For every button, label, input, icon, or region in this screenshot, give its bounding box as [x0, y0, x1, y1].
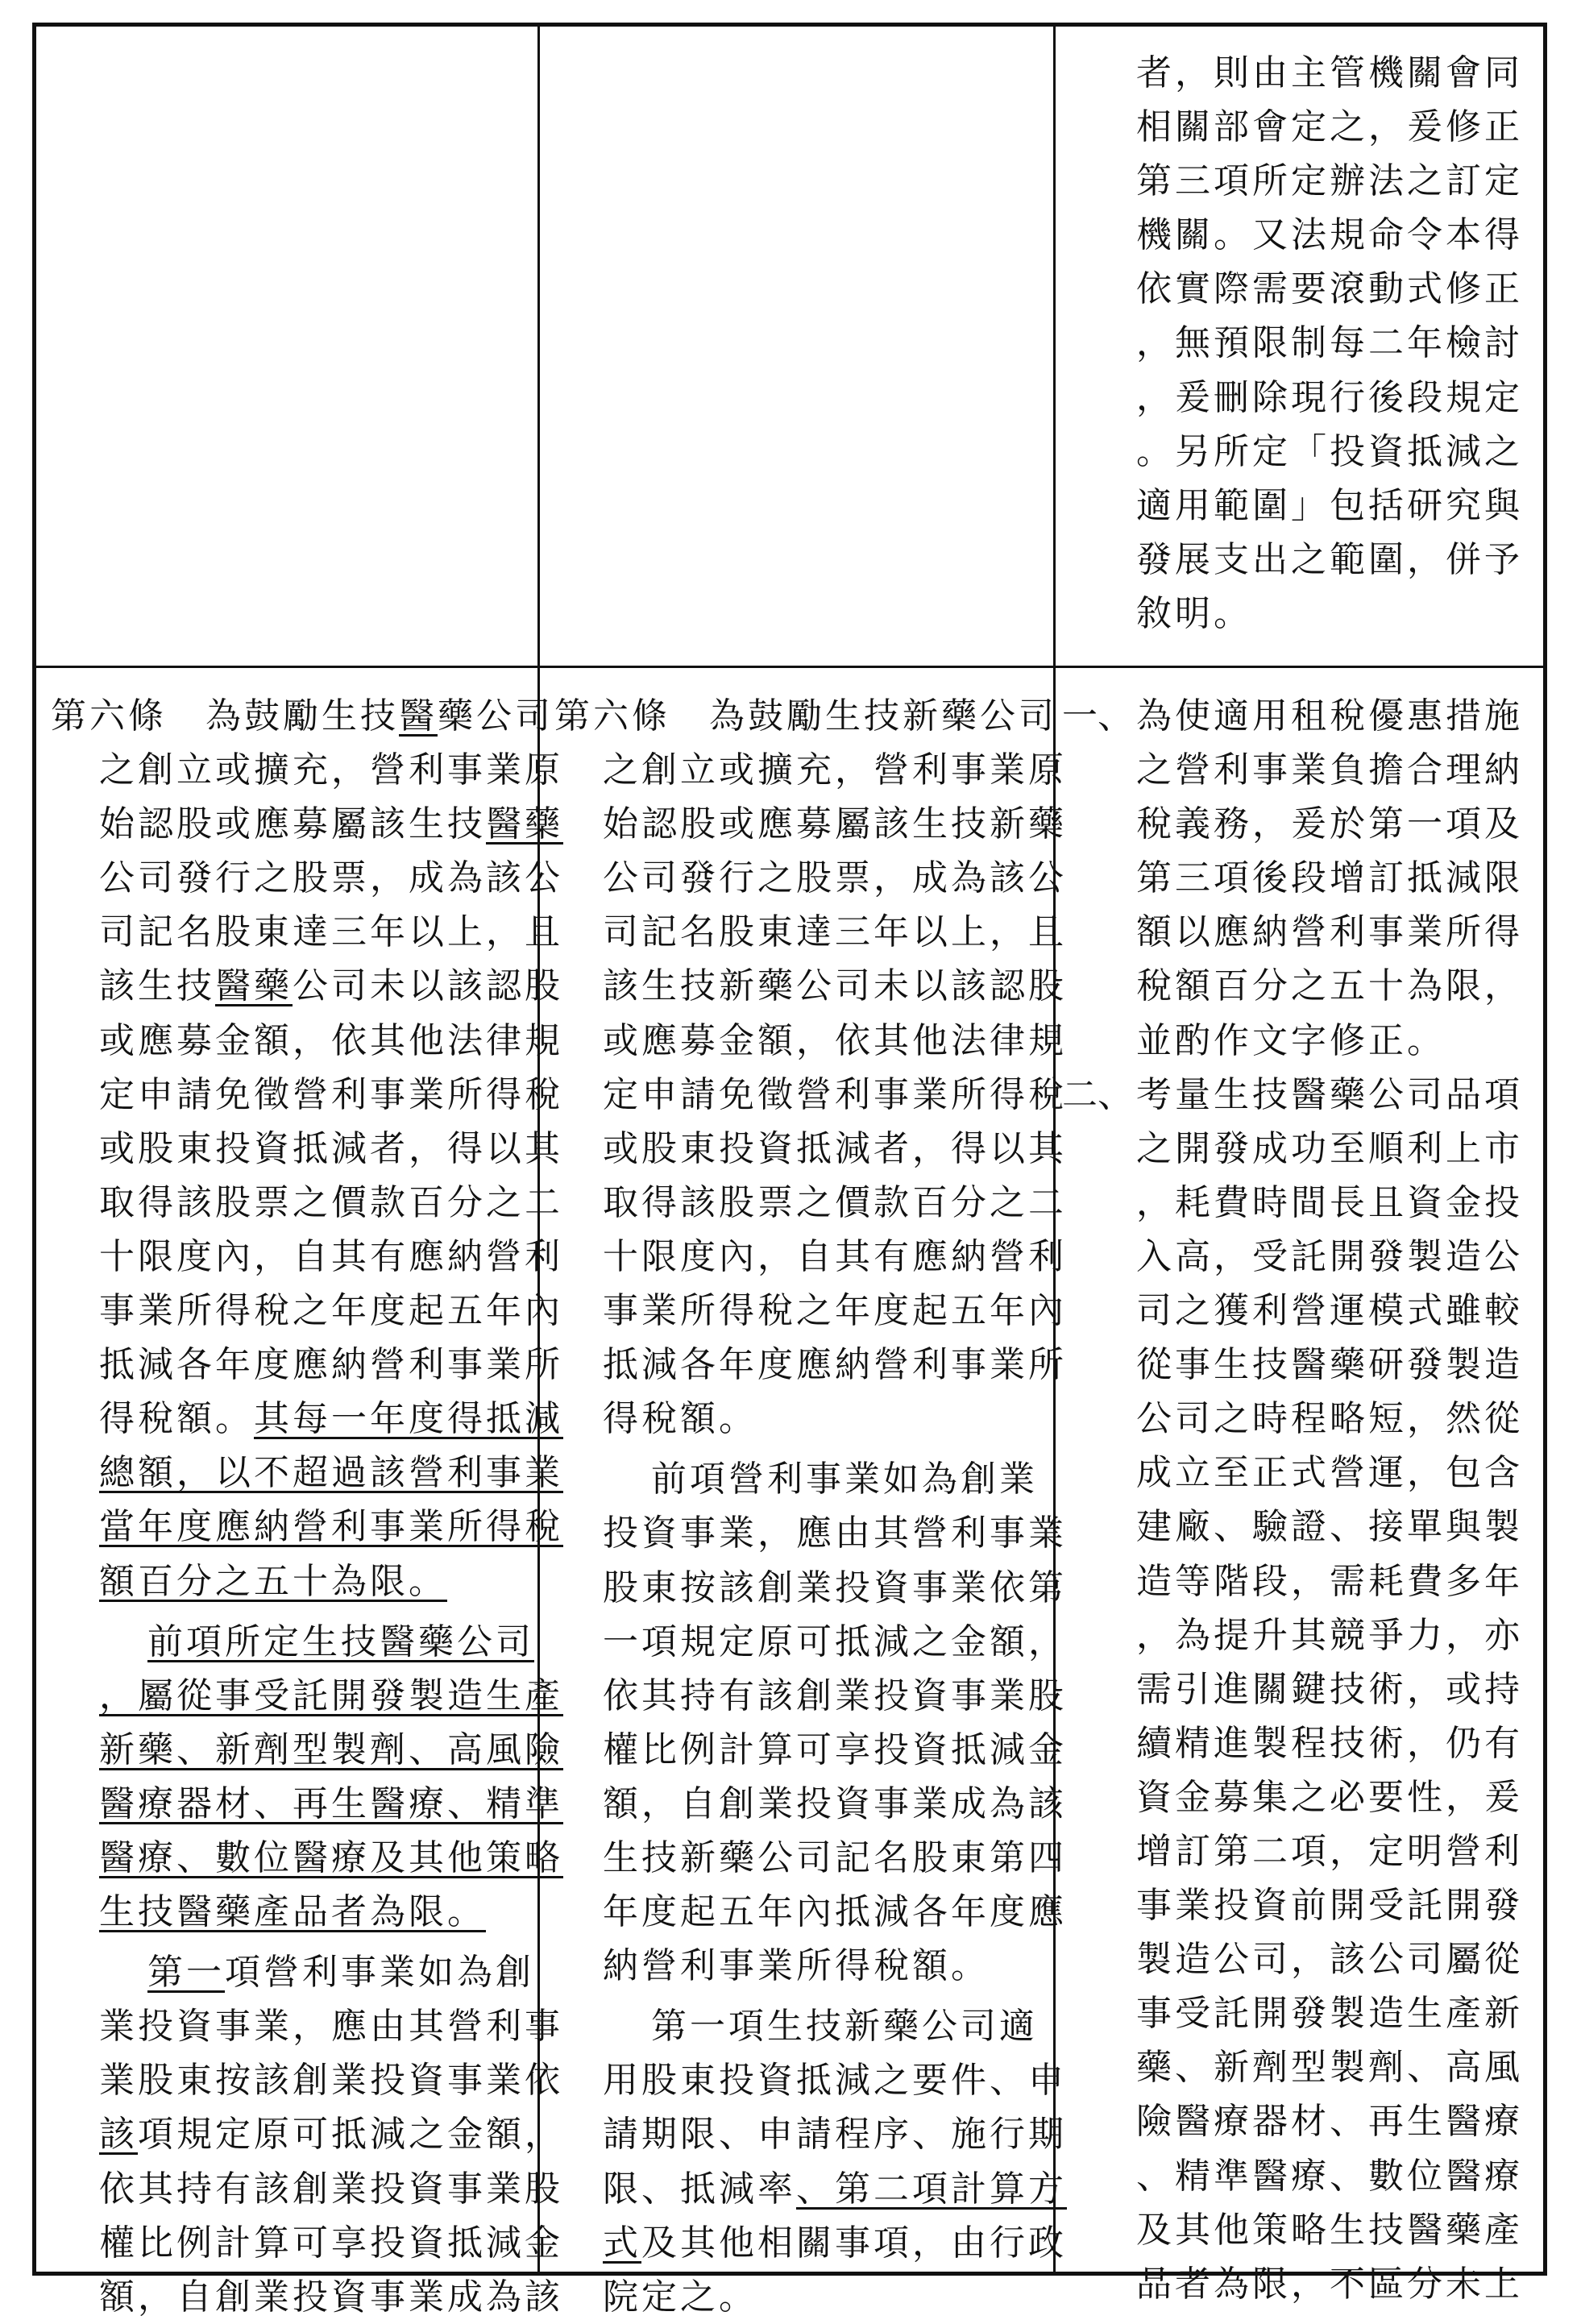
explanation-line: 公司之時程略短，然從 — [1136, 1398, 1523, 1440]
current-article-paragraph-3 — [554, 1999, 1067, 2324]
amended-line: 事業所得稅之年度起五年內 — [99, 1290, 563, 1332]
current-line: 抵減各年度應納營利事業所 — [603, 1344, 1067, 1386]
amended-line — [147, 1945, 534, 1999]
explanation-line: 稅義務，爰於第一項及 — [1136, 803, 1523, 845]
text-segment: 該 — [99, 2114, 138, 2156]
amended-line: 生技醫藥產品者為限。 — [99, 1891, 486, 1933]
explanation-line: 事業投資前開受託開發 — [1136, 1885, 1523, 1927]
amended-line: 公司發行之股票，成為該公 — [99, 857, 563, 899]
current-line — [603, 2162, 1067, 2216]
explanation-line: 品者為限，不區分未上 — [1136, 2263, 1523, 2305]
current-article-paragraph-1 — [554, 689, 1067, 1446]
current-line: 始認股或應募屬該生技新藥 — [603, 803, 1067, 845]
explanation-line: 製造公司，該公司屬從 — [1136, 1939, 1523, 1981]
text-segment: 藥公司 — [438, 695, 554, 737]
current-line: 額，自創業投資事業成為該 — [603, 1782, 1067, 1824]
explanation-line: 增訂第二項，定明營利 — [1136, 1830, 1523, 1872]
row1-explanation-cell — [1056, 27, 1547, 666]
amended-line: 醫療、數位醫療及其他策略 — [99, 1836, 563, 1878]
text-segment: 項營利事業如為創 — [225, 1952, 534, 1994]
row1-text-line: ，無預限制每二年檢討 — [1136, 322, 1523, 364]
row1-text-line: 相關部會定之，爰修正 — [1136, 106, 1523, 148]
amended-article-cell — [36, 668, 563, 2318]
amended-line: 前項所定生技醫藥公司 — [147, 1621, 534, 1662]
row1-text-line: 敘明。 — [1136, 592, 1252, 634]
explanation-line: 考量生技醫藥公司品項 — [1136, 1073, 1523, 1115]
row1-text-line: 發展支出之範圍，併予 — [1136, 538, 1523, 580]
current-article-cell — [540, 668, 1067, 2318]
amended-line — [99, 1392, 563, 1446]
amended-article-paragraph-2 — [51, 1615, 563, 1940]
current-line: 投資事業，應由其營利事業 — [603, 1513, 1067, 1554]
current-line: 一項規定原可抵減之金額， — [603, 1621, 1067, 1662]
explanation-line: 並酌作文字修正。 — [1136, 1019, 1446, 1061]
row1-text-line: 者，則由主管機關會同 — [1136, 52, 1523, 93]
current-line: 前項營利事業如為創業 — [651, 1459, 1038, 1500]
amended-line: 權比例計算可享投資抵減金 — [99, 2222, 563, 2264]
explanation-line: ，為提升其競爭力，亦 — [1136, 1614, 1523, 1656]
explanation-line: 造等階段，需耗費多年 — [1136, 1560, 1523, 1602]
text-segment: 醫藥 — [486, 803, 563, 845]
current-line: 或應募金額，依其他法律規 — [603, 1019, 1067, 1061]
explanation-line: 、精準醫療、數位醫療 — [1136, 2155, 1523, 2197]
explanation-line: 為使適用租稅優惠措施 — [1136, 695, 1523, 737]
explanation-line: 藥、新劑型製劑、高風 — [1136, 2047, 1523, 2089]
amended-line: 新藥、新劑型製劑、高風險 — [99, 1728, 563, 1770]
current-line: 十限度內，自其有應納營利 — [603, 1235, 1067, 1277]
current-line: 或股東投資抵減者，得以其 — [603, 1127, 1067, 1169]
text-segment: 醫 — [399, 695, 438, 737]
text-segment: 得稅額。 — [99, 1398, 254, 1440]
amended-article-paragraph-3 — [51, 1945, 563, 2324]
row1-current-cell — [540, 27, 1053, 666]
row1-text-line: 適用範圍」包括研究與 — [1136, 484, 1523, 526]
current-line: 請期限、申請程序、施行期 — [603, 2114, 1067, 2156]
amended-line — [99, 797, 563, 851]
current-line: 股東按該創業投資事業依第 — [603, 1567, 1067, 1608]
row1-text-line: ，爰刪除現行後段規定 — [1136, 376, 1523, 418]
text-segment: 該生技 — [99, 965, 215, 1007]
current-line: 年度起五年內抵減各年度應 — [603, 1891, 1067, 1933]
explanation-line: 需引進關鍵技術，或持 — [1136, 1668, 1523, 1710]
row1-text-line: 機關。又法規命令本得 — [1136, 214, 1523, 256]
current-line: 之創立或擴充，營利事業原 — [603, 749, 1067, 791]
explanation-item-2 — [1062, 1068, 1539, 2311]
amended-line: 十限度內，自其有應納營利 — [99, 1235, 563, 1277]
amended-line — [99, 959, 563, 1013]
amended-line: ，屬從事受託開發製造生產 — [99, 1675, 563, 1716]
amended-line — [99, 2107, 563, 2161]
document-table — [32, 23, 1547, 2318]
explanation-item-1 — [1062, 689, 1539, 1068]
amended-line: 司記名股東達三年以上，且 — [99, 911, 563, 953]
explanation-line: 第三項後段增訂抵減限 — [1136, 857, 1523, 899]
text-segment: 始認股或應募屬該生技 — [99, 803, 486, 845]
text-segment: 、第二項計算方 — [796, 2168, 1067, 2210]
explanation-line: ，耗費時間長且資金投 — [1136, 1181, 1523, 1223]
item-number: 一、 — [1062, 695, 1133, 737]
current-line: 生技新藥公司記名股東第四 — [603, 1836, 1067, 1878]
amended-line: 取得該股票之價款百分之二 — [99, 1181, 563, 1223]
amended-line — [51, 689, 554, 743]
text-segment: 醫藥 — [215, 965, 293, 1007]
current-article-paragraph-2 — [554, 1452, 1067, 1993]
text-segment: 其每一年度得抵減 — [254, 1398, 563, 1440]
current-line: 權比例計算可享投資抵減金 — [603, 1728, 1067, 1770]
explanation-line: 額以應納營利事業所得 — [1136, 911, 1523, 953]
current-line: 第一項生技新藥公司適 — [651, 2006, 1038, 2048]
explanation-line: 事受託開發製造生產新 — [1136, 1993, 1523, 2035]
text-segment: 式 — [603, 2222, 641, 2264]
explanation-line: 建廠、驗證、接單與製 — [1136, 1506, 1523, 1548]
amended-line: 或股東投資抵減者，得以其 — [99, 1127, 563, 1169]
amended-line: 抵減各年度應納營利事業所 — [99, 1344, 563, 1386]
explanation-line: 資金募集之必要性，爰 — [1136, 1776, 1523, 1818]
explanation-line: 稅額百分之五十為限， — [1136, 965, 1523, 1007]
current-line: 公司發行之股票，成為該公 — [603, 857, 1067, 899]
current-line: 取得該股票之價款百分之二 — [603, 1181, 1067, 1223]
amended-line: 額，自創業投資事業成為該 — [99, 2276, 563, 2318]
current-line: 司記名股東達三年以上，且 — [603, 911, 1067, 953]
text-segment: 第六條 為鼓勵生技 — [51, 695, 399, 737]
amended-line: 定申請免徵營利事業所得稅 — [99, 1073, 563, 1115]
current-line: 得稅額。 — [603, 1398, 757, 1440]
item-number: 二、 — [1062, 1073, 1133, 1115]
amended-line: 業投資事業，應由其營利事 — [99, 2006, 563, 2048]
current-line: 事業所得稅之年度起五年內 — [603, 1290, 1067, 1332]
amended-line: 總額，以不超過該營利事業 — [99, 1452, 563, 1494]
current-line: 定申請免徵營利事業所得稅 — [603, 1073, 1067, 1115]
row1-text-line: 第三項所定辦法之訂定 — [1136, 160, 1523, 202]
text-segment: 公司未以該認股 — [293, 965, 563, 1007]
row1-text-line: 依實際需要滾動式修正 — [1136, 268, 1523, 310]
amended-line: 醫療器材、再生醫療、精準 — [99, 1782, 563, 1824]
amended-line: 依其持有該創業投資事業股 — [99, 2168, 563, 2210]
text-segment: 及其他相關事項，由行政 — [641, 2222, 1067, 2264]
row1-amended-cell — [36, 27, 537, 666]
current-line: 依其持有該創業投資事業股 — [603, 1675, 1067, 1716]
amended-line: 業股東按該創業投資事業依 — [99, 2060, 563, 2102]
amended-line: 額百分之五十為限。 — [99, 1560, 447, 1602]
current-line — [603, 2216, 1067, 2270]
explanation-line: 續精進製程技術，仍有 — [1136, 1722, 1523, 1764]
amended-line: 當年度應納營利事業所得稅 — [99, 1506, 563, 1548]
explanation-line: 及其他策略生技醫藥產 — [1136, 2209, 1523, 2251]
amended-line: 或應募金額，依其他法律規 — [99, 1019, 563, 1061]
current-line: 第六條 為鼓勵生技新藥公司 — [554, 695, 1057, 737]
current-line: 用股東投資抵減之要件、申 — [603, 2060, 1067, 2102]
row1-text-line: 。另所定「投資抵減之 — [1136, 430, 1523, 472]
explanation-line: 險醫療器材、再生醫療 — [1136, 2101, 1523, 2143]
amended-line: 之創立或擴充，營利事業原 — [99, 749, 563, 791]
text-segment: 項規定原可抵減之金額， — [138, 2114, 563, 2156]
explanation-line: 入高，受託開發製造公 — [1136, 1235, 1523, 1277]
explanation-cell — [1056, 668, 1547, 2305]
amended-article-paragraph-1 — [51, 689, 563, 1608]
explanation-line: 之開發成功至順利上市 — [1136, 1127, 1523, 1169]
explanation-line: 之營利事業負擔合理納 — [1136, 749, 1523, 791]
explanation-line: 司之獲利營運模式雖較 — [1136, 1290, 1523, 1332]
text-segment: 第一 — [147, 1952, 225, 1994]
current-line: 該生技新藥公司未以該認股 — [603, 965, 1067, 1007]
current-line: 院定之。 — [603, 2276, 757, 2318]
explanation-line: 從事生技醫藥研發製造 — [1136, 1344, 1523, 1386]
text-segment: 限、抵減率 — [603, 2168, 796, 2210]
current-line: 納營利事業所得稅額。 — [603, 1945, 990, 1987]
explanation-line: 成立至正式營運，包含 — [1136, 1452, 1523, 1494]
